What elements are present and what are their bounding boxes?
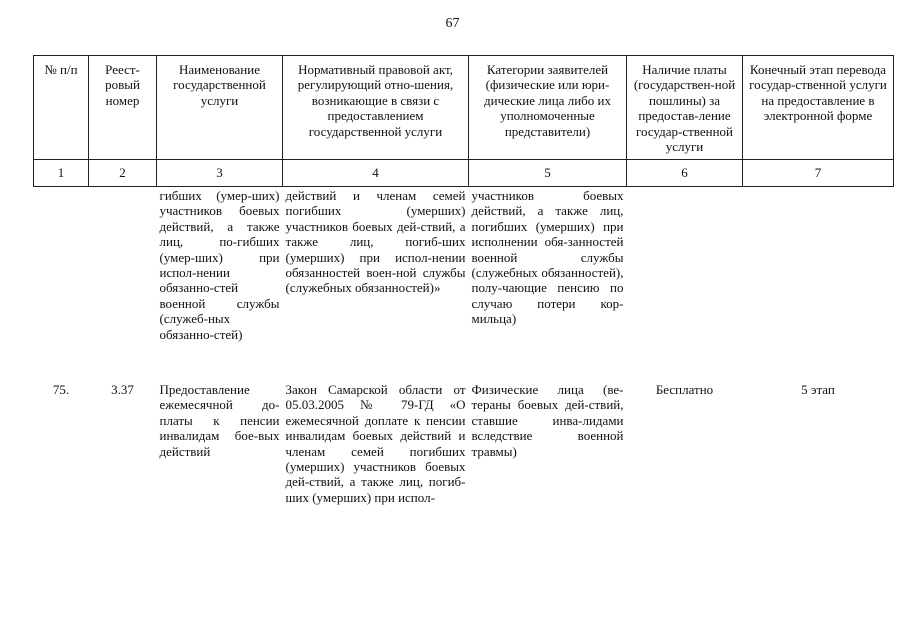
cell-fee (627, 187, 743, 369)
header-fee: Наличие платы (государствен-ной пошлины) за предостав-ление государ-ственной услуги (627, 56, 743, 160)
cell-service-name: Предоставление ежемесячной до-платы к пенсии инвалидам бое-вых действий (159, 382, 280, 459)
header-num: № п/п (34, 56, 89, 160)
cell-final-stage (743, 187, 894, 369)
cell-final-stage: 5 этап (801, 382, 835, 397)
column-number: 7 (743, 160, 894, 187)
column-number: 5 (469, 160, 627, 187)
column-number: 6 (627, 160, 743, 187)
cell-applicant-categories: участников боевых действий, а также лиц, погибших (умерших) при исполнении обя-занностей военной службы (служебных обязанностей), полу-чающие пенсию по случаю потери кор-мильца) (471, 188, 624, 327)
header-row (34, 56, 894, 160)
cell-fee: Бесплатно (655, 382, 714, 397)
header-final-stage: Конечный этап перевода государ-ственной услуги на предоставление в электронной форме (743, 56, 894, 160)
page-number: 67 (445, 16, 460, 31)
column-number: 1 (34, 160, 89, 187)
header-service-name: Наименование государственной услуги (157, 56, 283, 160)
cell-service-name: гибших (умер-ших) участников боевых действий, а также лиц, по-гибших (умер-ших) при испол-нении обязанно-стей военной службы (служеб-ных обязанно-стей) (159, 188, 280, 342)
table-row (34, 368, 894, 505)
column-number: 2 (89, 160, 157, 187)
header-legal-act: Нормативный правовой акт, регулирующий отно-шения, возникающие в связи с предоставлением государственной услуги (283, 56, 469, 160)
cell-applicant-categories: Физические лица (ве-тераны боевых дей-ствий, ставшие инва-лидами вследствие военной травмы) (471, 382, 624, 459)
cell-registry-number: 3.37 (111, 382, 134, 397)
header-applicant-categories: Категории заявителей (физические или юри-дические лица либо их уполномоченные представители) (469, 56, 627, 160)
column-number: 3 (157, 160, 283, 187)
cell-legal-act: действий и членам семей погибших (умерших) участников боевых дей-ствий, а также лиц, погиб-ших (умерших) при испол-нении обязанностей воен-ной службы (служебных обязанностей)» (285, 188, 466, 296)
cell-num (34, 187, 89, 369)
table-row-continuation (34, 187, 894, 369)
cell-registry-number (89, 187, 157, 369)
cell-legal-act: Закон Самарской области от 05.03.2005 № 79-ГД «О ежемесячной доплате к пенсии инвалидам боевых действий и членам семей погибших (умерших) участников боевых дей-ствий, а также лиц, погиб-ших (умерших) при испол- (285, 382, 466, 505)
column-number-row (34, 160, 894, 187)
header-registry-number: Реест-ровый номер (89, 56, 157, 160)
column-number: 4 (283, 160, 469, 187)
services-table (33, 55, 894, 505)
cell-num: 75. (52, 382, 70, 397)
